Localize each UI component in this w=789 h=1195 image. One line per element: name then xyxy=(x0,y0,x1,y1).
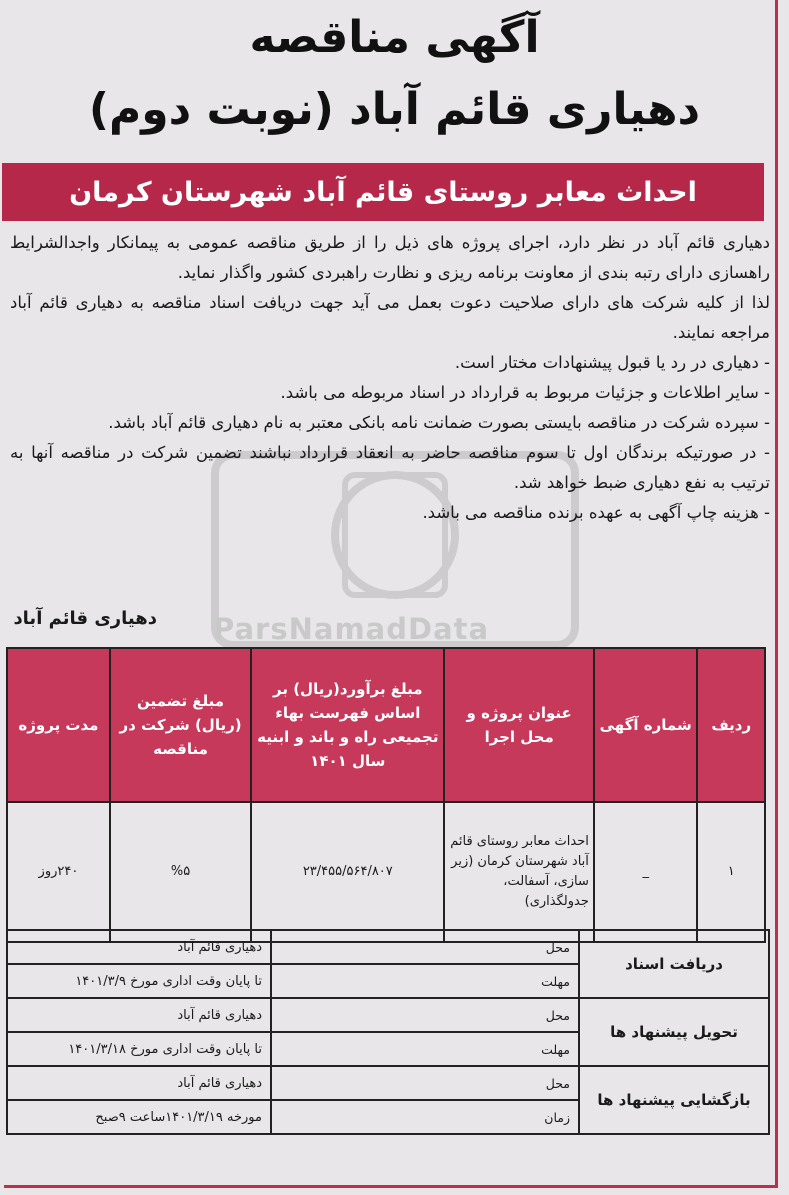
deliver-offers-label: تحویل پیشنهاد ها xyxy=(579,998,769,1066)
cell-project-title: احداث معابر روستای قائم آباد شهرستان کرمان (زیر سازی، آسفالت، جدولگذاری) xyxy=(444,802,593,942)
condition-item: - در صورتیکه برندگان اول تا سوم مناقصه حاضر به انعقاد قرارداد نباشند تضمین شرکت در مناقصه آنها به ترتیب به نفع دهیاری ضبط خواهد شد. xyxy=(10,443,770,492)
table-row xyxy=(7,802,765,942)
cell-ad-number: _ xyxy=(594,802,698,942)
projects-table xyxy=(6,647,766,943)
project-banner: احداث معابر روستای قائم آباد شهرستان کرمان xyxy=(2,163,764,221)
col-guarantee: مبلغ تضمین (ریال) شرکت در مناقصه xyxy=(110,648,251,802)
watermark-text: ParsNamadData xyxy=(213,612,490,646)
opening-offers-label: بازگشایی پیشنهاد ها xyxy=(579,1066,769,1134)
receive-docs-label: دریافت اسناد xyxy=(579,930,769,998)
place-label: محل xyxy=(271,998,579,1032)
col-ad-number: شماره آگهی xyxy=(594,648,698,802)
ad-body xyxy=(10,228,770,528)
schedule-row xyxy=(7,930,769,964)
col-project-title: عنوان پروژه و محل اجرا xyxy=(444,648,593,802)
schedule-row xyxy=(7,1066,769,1100)
ad-title: آگهی مناقصه xyxy=(249,12,540,63)
deliver-place: دهیاری قائم آباد xyxy=(7,998,271,1032)
time-label: زمان xyxy=(271,1100,579,1134)
invitation-paragraph: لذا از کلیه شرکت های دارای صلاحیت دعوت بعمل می آید جهت دریافت اسناد مناقصه به دهیاری قائم آباد مراجعه نمایند. xyxy=(10,293,770,342)
receive-deadline: تا پایان وقت اداری مورخ ۱۴۰۱/۳/۹ xyxy=(7,964,271,998)
cell-guarantee: %۵ xyxy=(110,802,251,942)
schedule-table xyxy=(6,929,770,1135)
receive-place: دهیاری قائم آباد xyxy=(7,930,271,964)
cell-radif: ۱ xyxy=(697,802,765,942)
deliver-deadline: تا پایان وقت اداری مورخ ۱۴۰۱/۳/۱۸ xyxy=(7,1032,271,1066)
schedule-row xyxy=(7,998,769,1032)
condition-item: - سپرده شرکت در مناقصه بایستی بصورت ضمانت نامه بانکی معتبر به نام دهیاری قائم آباد باشد. xyxy=(108,413,770,432)
col-estimated-cost: مبلغ برآورد(ریال) بر اساس فهرست بهاء تجمیعی راه و باند و ابنیه سال ۱۴۰۱ xyxy=(251,648,444,802)
col-radif: ردیف xyxy=(697,648,765,802)
opening-time: مورخه ۱۴۰۱/۳/۱۹ساعت ۹صبح xyxy=(7,1100,271,1134)
deadline-label: مهلت xyxy=(271,964,579,998)
opening-place: دهیاری قائم آباد xyxy=(7,1066,271,1100)
condition-item: - سایر اطلاعات و جزئیات مربوط به قرارداد در اسناد مربوطه می باشد. xyxy=(280,383,770,402)
col-duration: مدت پروژه xyxy=(7,648,110,802)
deadline-label: مهلت xyxy=(271,1032,579,1066)
place-label: محل xyxy=(271,930,579,964)
ad-subtitle: دهیاری قائم آباد (نوبت دوم) xyxy=(88,84,701,135)
place-label: محل xyxy=(271,1066,579,1100)
intro-paragraph: دهیاری قائم آباد در نظر دارد، اجرای پروژه های ذیل را از طریق مناقصه عمومی به پیمانکار واجدالشرایط راهسازی دارای رتبه بندی از معاونت برنامه ریزی و نظارت راهبردی کشور واگذار نماید. xyxy=(10,233,770,282)
cell-estimated-cost: ۲۳/۴۵۵/۵۶۴/۸۰۷ xyxy=(251,802,444,942)
issuer-signature: دهیاری قائم آباد xyxy=(13,608,157,629)
cell-duration: ۲۴۰روز xyxy=(7,802,110,942)
table-header-row xyxy=(7,648,765,802)
condition-item: - دهیاری در رد یا قبول پیشنهادات مختار است. xyxy=(454,353,770,372)
condition-item: - هزینه چاپ آگهی به عهده برنده مناقصه می باشد. xyxy=(422,503,770,522)
